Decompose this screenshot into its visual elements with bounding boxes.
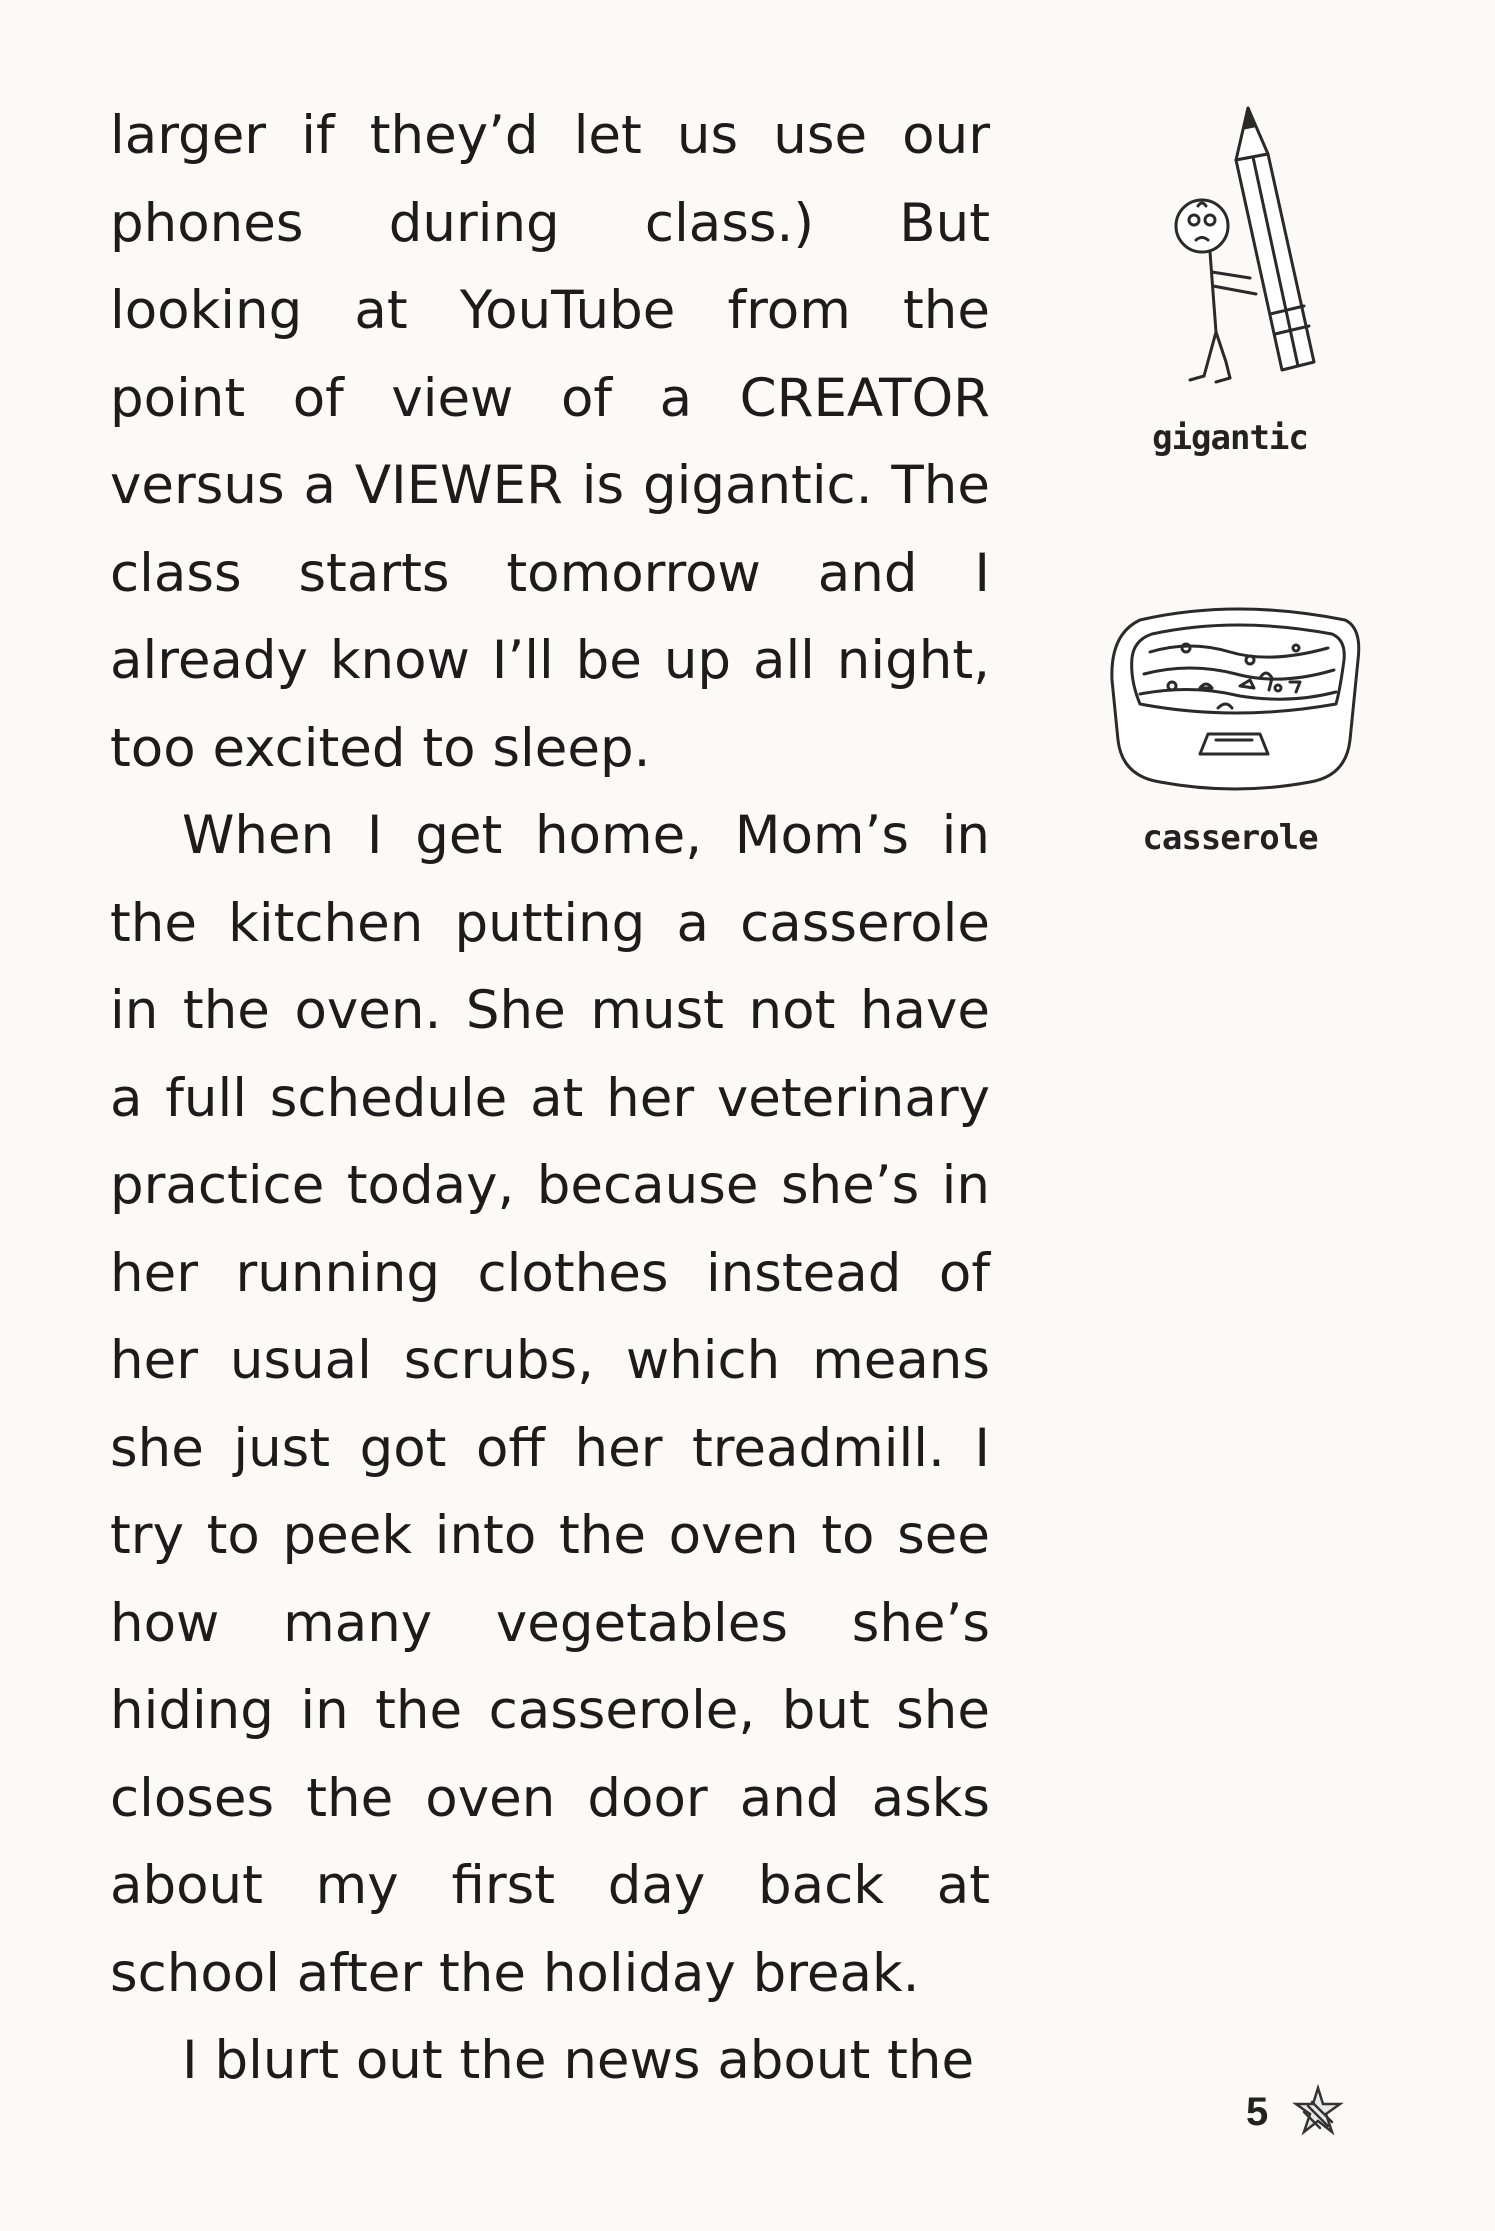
casserole-dish-icon bbox=[1100, 600, 1370, 800]
paragraph-3: I blurt out the news about the bbox=[182, 2030, 975, 2091]
page-number: 5 bbox=[1246, 2090, 1269, 2134]
stick-figure-with-giant-pencil-icon bbox=[1120, 100, 1340, 400]
paragraph-2: When I get home, Mom’s in the kitchen putting a casserole in the oven. She must not have a full schedule at her veterinary practice today, because she’s in her running clothes instead of her usual scrubs, which means she just got off her treadmill. I try to peek into the oven to see how many vegetables she’s hiding in the casserole, but she closes the oven door and asks about my first day back at school after the holiday break. bbox=[110, 805, 990, 2004]
margin-label-gigantic: gigantic bbox=[1152, 418, 1308, 458]
page-body-text bbox=[110, 92, 990, 2105]
margin-label-casserole: casserole bbox=[1142, 818, 1318, 858]
paragraph-1: larger if they’d let us use our phones during class.) But looking at YouTube from the point of view of a CREATOR versus a VIEWER is gigantic. The class starts tomorrow and I already know I’ll be up all night, too excited to sleep. bbox=[110, 105, 990, 779]
margin-note-casserole bbox=[1100, 600, 1360, 858]
margin-note-gigantic bbox=[1100, 100, 1360, 458]
star-icon bbox=[1290, 2082, 1346, 2138]
